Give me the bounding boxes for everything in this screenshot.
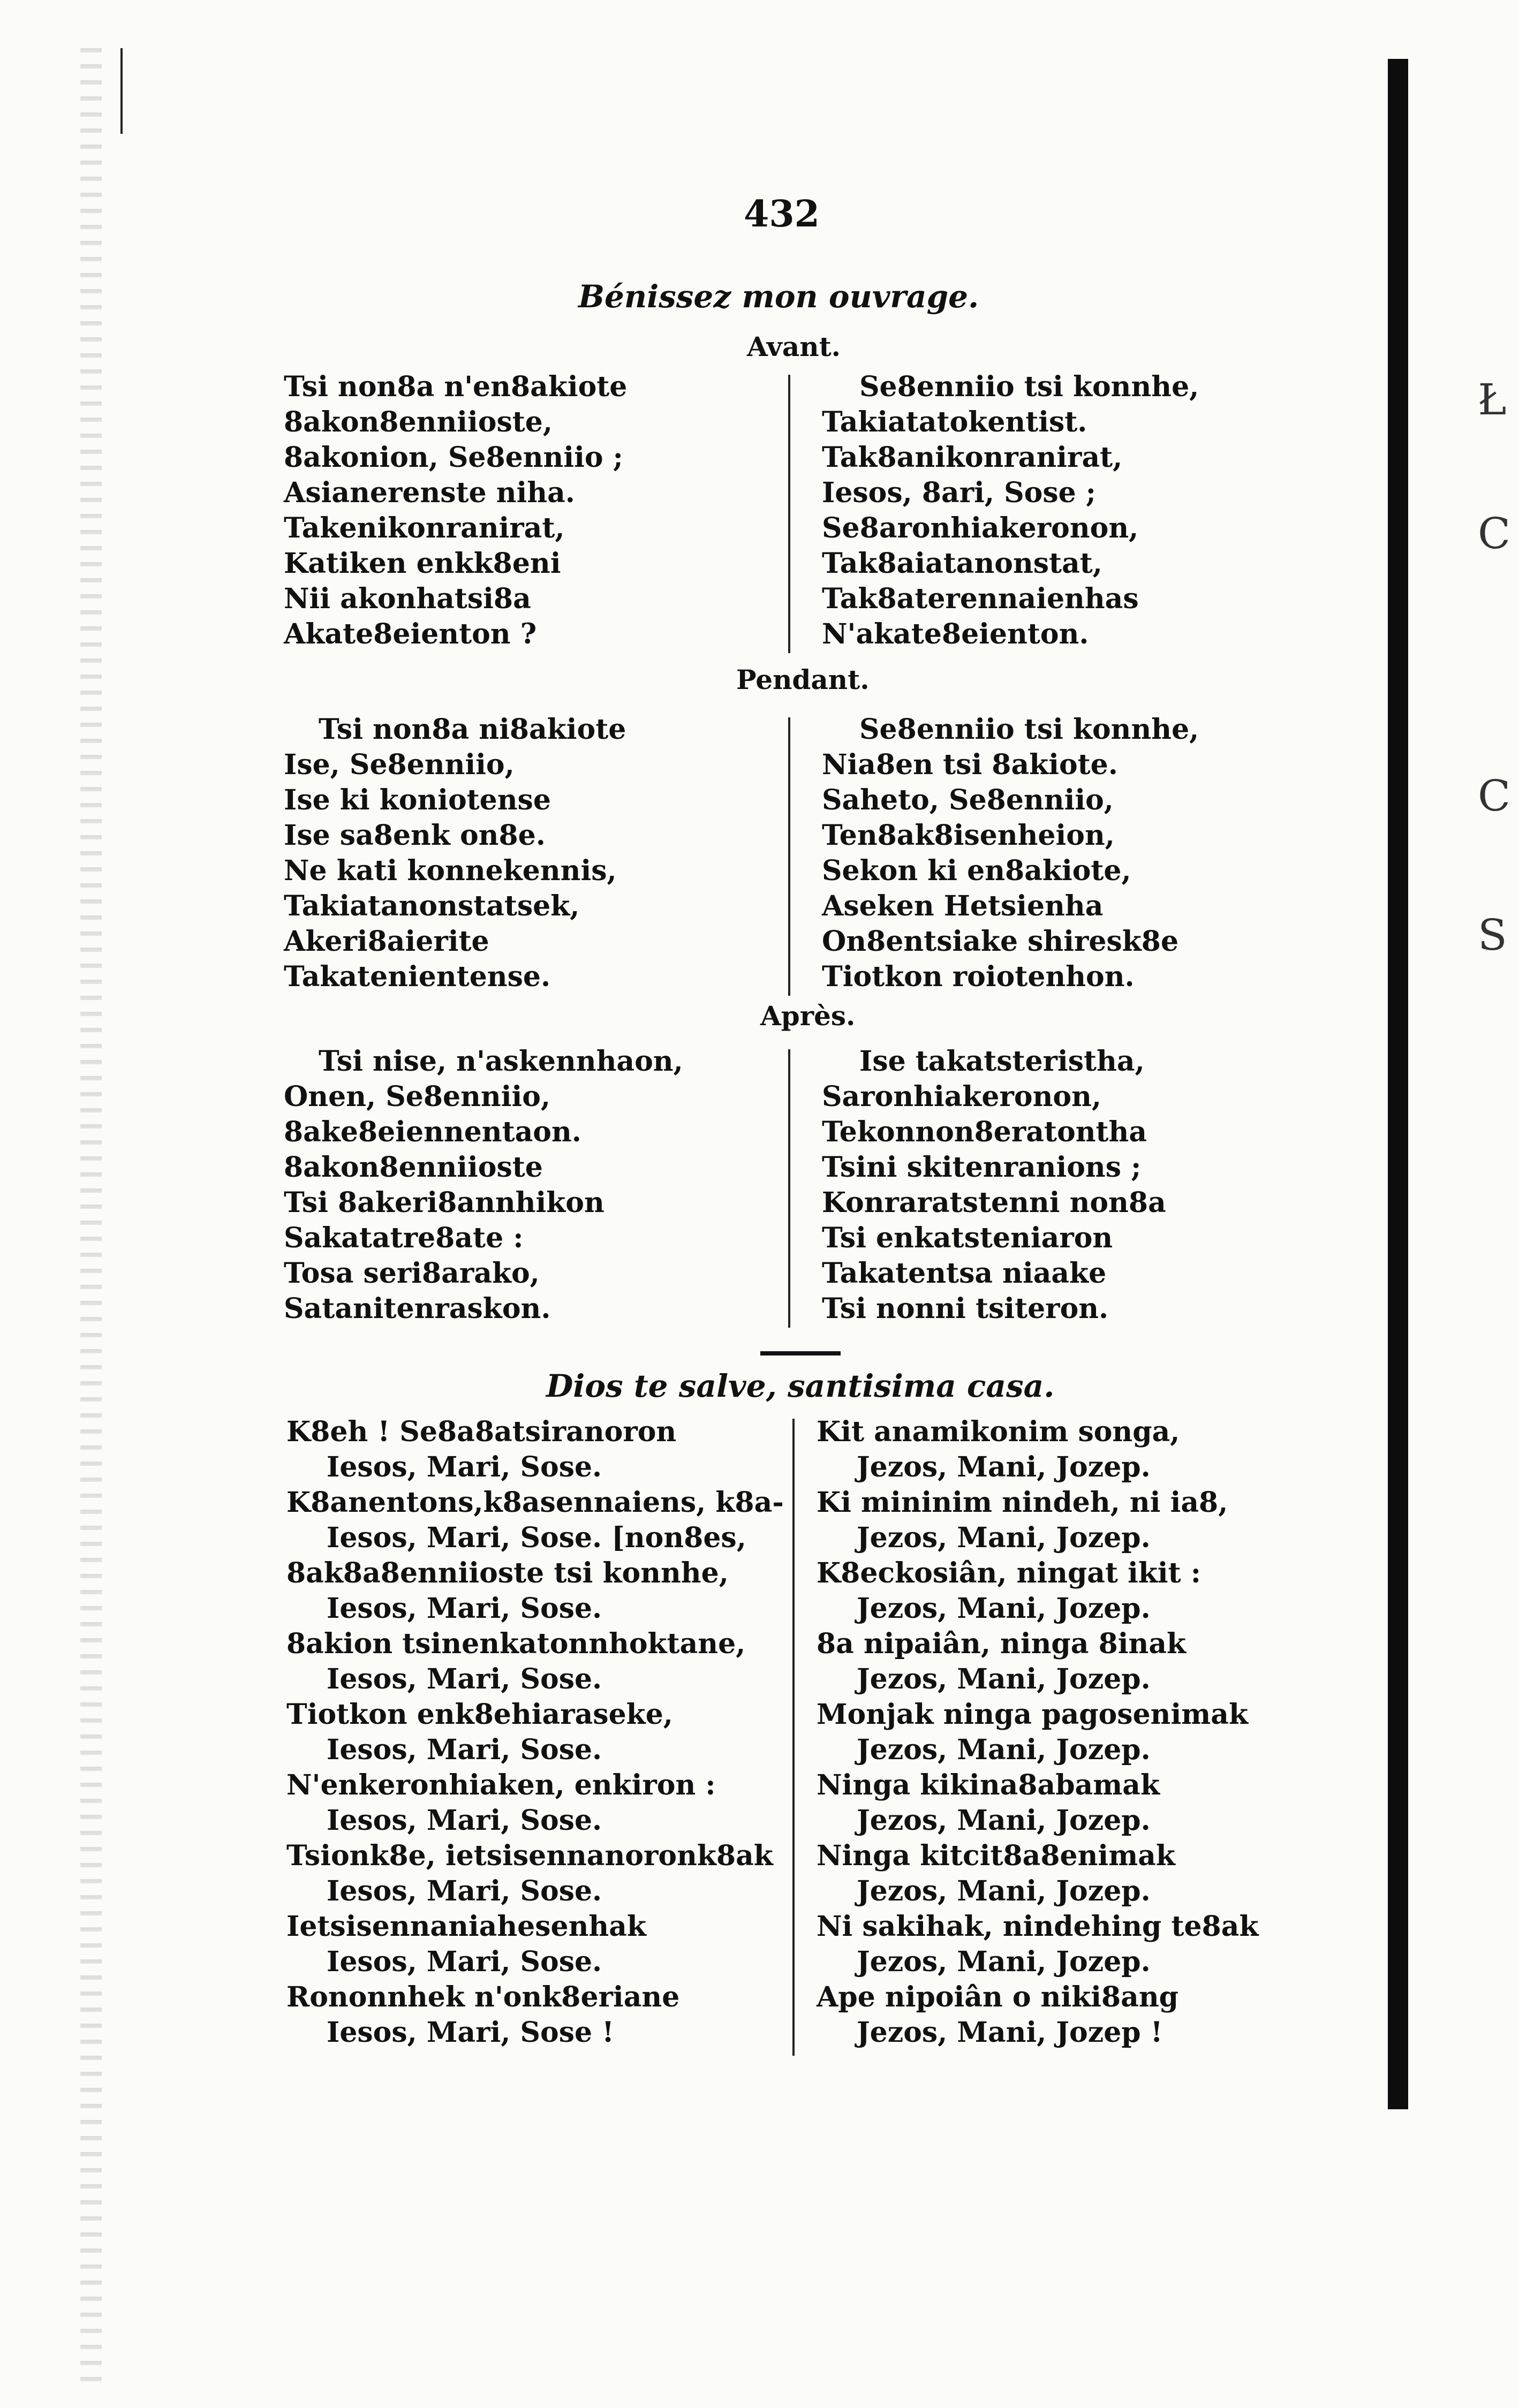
refrain-line: Jezos, Mani, Jozep. [857, 1451, 1151, 1483]
verse-line: Ise ki koniotense [284, 784, 551, 816]
verse-line: Tsi nise, n'askennhaon, [319, 1045, 683, 1078]
verse-line: Se8enniio tsi konnhe, [859, 370, 1199, 403]
verse-line: 8akonion, Se8enniio ; [284, 441, 623, 474]
scan-edge-glyph: C [1478, 509, 1511, 558]
scan-edge-glyph: S [1478, 910, 1507, 960]
verse-line: Se8enniio tsi konnhe, [859, 713, 1199, 746]
verse-line: Tosa seri8arako, [284, 1257, 540, 1290]
column-divider [788, 717, 790, 996]
section-label-avant: Avant. [747, 331, 841, 362]
verse-line: Ietsisennaniahesenhak [286, 1910, 646, 1943]
scan-edge-mark [120, 48, 123, 134]
refrain-line: Jezos, Mani, Jozep ! [857, 2016, 1163, 2049]
verse-line: Tsionk8e, ietsisennanoronk8ak [286, 1839, 773, 1872]
refrain-line: Jezos, Mani, Jozep. [857, 1663, 1151, 1695]
verse-line: Tsi non8a ni8akiote [319, 713, 626, 746]
verse-line: Saronhiakeronon, [822, 1080, 1101, 1113]
hymn2-right-column [817, 1414, 1259, 2050]
column-divider [788, 375, 790, 653]
verse-line: Rononnhek n'onk8eriane [286, 1981, 680, 2013]
refrain-line: Iesos, Mari, Sose. [327, 1804, 602, 1837]
verse-line: Tsi enkatsteniaron [822, 1222, 1113, 1254]
refrain-line: Iesos, Mari, Sose. [327, 1945, 602, 1978]
refrain-line: Jezos, Mani, Jozep. [857, 1521, 1151, 1554]
verse-line: Tiotkon enk8ehiaraseke, [286, 1698, 673, 1731]
verse-line: Takatenientense. [284, 960, 551, 993]
verse-line: Takatentsa niaake [822, 1257, 1107, 1290]
verse-line: Ninga kitcit8a8enimak [817, 1839, 1175, 1872]
verse-line: 8akon8enniioste, [284, 406, 553, 438]
verse-line: Nia8en tsi 8akiote. [822, 748, 1118, 781]
stanza-apres-right [822, 1044, 1166, 1327]
verse-line: Kit anamikonim songa, [817, 1415, 1180, 1448]
verse-line: Ni sakihak, nindehing te8ak [817, 1910, 1259, 1943]
verse-line: Ne kati konnekennis, [284, 854, 617, 887]
verse-line: Konraratstenni non8a [822, 1186, 1166, 1219]
verse-line: N'akate8eienton. [822, 618, 1089, 650]
scan-right-edge-bar [1388, 59, 1408, 2109]
verse-line: Takiatanonstatsek, [284, 890, 580, 922]
verse-line: K8eh ! Se8a8atsiranoron [286, 1415, 677, 1448]
verse-line: Takiatatokentist. [822, 406, 1087, 438]
scan-margin-noise [80, 48, 102, 2382]
verse-line: 8ake8eiennentaon. [284, 1116, 581, 1148]
verse-line: Saheto, Se8enniio, [822, 784, 1114, 816]
verse-line: Takenikonranirat, [284, 512, 565, 544]
verse-line: Tsi 8akeri8annhikon [284, 1186, 604, 1219]
refrain-line: Jezos, Mani, Jozep. [857, 1592, 1151, 1625]
section-label-pendant: Pendant. [736, 664, 870, 695]
refrain-line: Jezos, Mani, Jozep. [857, 1733, 1151, 1766]
column-divider [788, 1049, 790, 1328]
verse-line: Tak8anikonranirat, [822, 441, 1123, 474]
refrain-line: Jezos, Mani, Jozep. [857, 1804, 1151, 1837]
refrain-line: Iesos, Mari, Sose ! [327, 2016, 614, 2049]
verse-line: K8eckosiân, ningat ikit : [817, 1557, 1201, 1589]
verse-line: Ise sa8enk on8e. [284, 819, 546, 852]
verse-line: 8ak8a8enniioste tsi konnhe, [286, 1557, 729, 1589]
section-separator [760, 1351, 841, 1356]
verse-line: Nii akonhatsi8a [284, 582, 531, 615]
verse-line: Tsini skitenranions ; [822, 1151, 1142, 1184]
page-number: 432 [744, 193, 820, 236]
stanza-apres-left [284, 1044, 683, 1327]
verse-line: 8akion tsinenkatonnhoktane, [286, 1627, 746, 1660]
refrain-line: Iesos, Mari, Sose. [327, 1592, 602, 1625]
verse-line: Tak8aterennaienhas [822, 582, 1139, 615]
verse-line: Akeri8aierite [284, 925, 489, 958]
hymn2-title: Dios te salve, santisima casa. [546, 1368, 1055, 1404]
verse-line: Katiken enkk8eni [284, 547, 561, 580]
verse-line: On8entsiake shiresk8e [822, 925, 1179, 958]
refrain-line: Iesos, Mari, Sose. [non8es, [327, 1521, 746, 1554]
refrain-line: Jezos, Mani, Jozep. [857, 1875, 1151, 1907]
verse-line: Tiotkon roiotenhon. [822, 960, 1135, 993]
verse-line: Ape nipoiân o niki8ang [817, 1981, 1179, 2013]
verse-line: Sakatatre8ate : [284, 1222, 524, 1254]
verse-line: Asianerenste niha. [284, 476, 575, 509]
hymn1-title: Bénissez mon ouvrage. [578, 278, 979, 315]
verse-line: Iesos, 8ari, Sose ; [822, 476, 1096, 509]
verse-line: 8akon8enniioste [284, 1151, 543, 1184]
verse-line: Ki mininim nindeh, ni ia8, [817, 1486, 1228, 1519]
stanza-avant-right [822, 369, 1199, 652]
hymn2-left-column [286, 1414, 784, 2050]
verse-line: Tsi non8a n'en8akiote [284, 370, 628, 403]
verse-line: Tak8aiatanonstat, [822, 547, 1102, 580]
refrain-line: Iesos, Mari, Sose. [327, 1663, 602, 1695]
verse-line: Onen, Se8enniio, [284, 1080, 551, 1113]
refrain-line: Iesos, Mari, Sose. [327, 1875, 602, 1907]
verse-line: Akate8eienton ? [284, 618, 537, 650]
verse-line: Ise takatsteristha, [859, 1045, 1145, 1078]
stanza-pendant-right [822, 712, 1199, 995]
scan-edge-glyph: C [1478, 771, 1511, 821]
verse-line: Aseken Hetsienha [822, 890, 1104, 922]
verse-line: Ninga kikina8abamak [817, 1769, 1160, 1801]
verse-line: Tsi nonni tsiteron. [822, 1292, 1109, 1325]
verse-line: K8anentons,k8asennaiens, k8a- [286, 1486, 784, 1519]
scan-edge-glyph: Ł [1478, 375, 1507, 425]
verse-line: 8a nipaiân, ninga 8inak [817, 1627, 1187, 1660]
section-label-apres: Après. [760, 1000, 856, 1032]
verse-line: Se8aronhiakeronon, [822, 512, 1139, 544]
refrain-line: Iesos, Mari, Sose. [327, 1733, 602, 1766]
verse-line: Satanitenraskon. [284, 1292, 551, 1325]
refrain-line: Iesos, Mari, Sose. [327, 1451, 602, 1483]
verse-line: Monjak ninga pagosenimak [817, 1698, 1248, 1731]
stanza-avant-left [284, 369, 627, 652]
verse-line: N'enkeronhiaken, enkiron : [286, 1769, 716, 1801]
refrain-line: Jezos, Mani, Jozep. [857, 1945, 1151, 1978]
verse-line: Ten8ak8isenheion, [822, 819, 1115, 852]
verse-line: Tekonnon8eratontha [822, 1116, 1147, 1148]
column-divider [792, 1419, 795, 2056]
verse-line: Ise, Se8enniio, [284, 748, 515, 781]
verse-line: Sekon ki en8akiote, [822, 854, 1131, 887]
stanza-pendant-left [284, 712, 626, 995]
